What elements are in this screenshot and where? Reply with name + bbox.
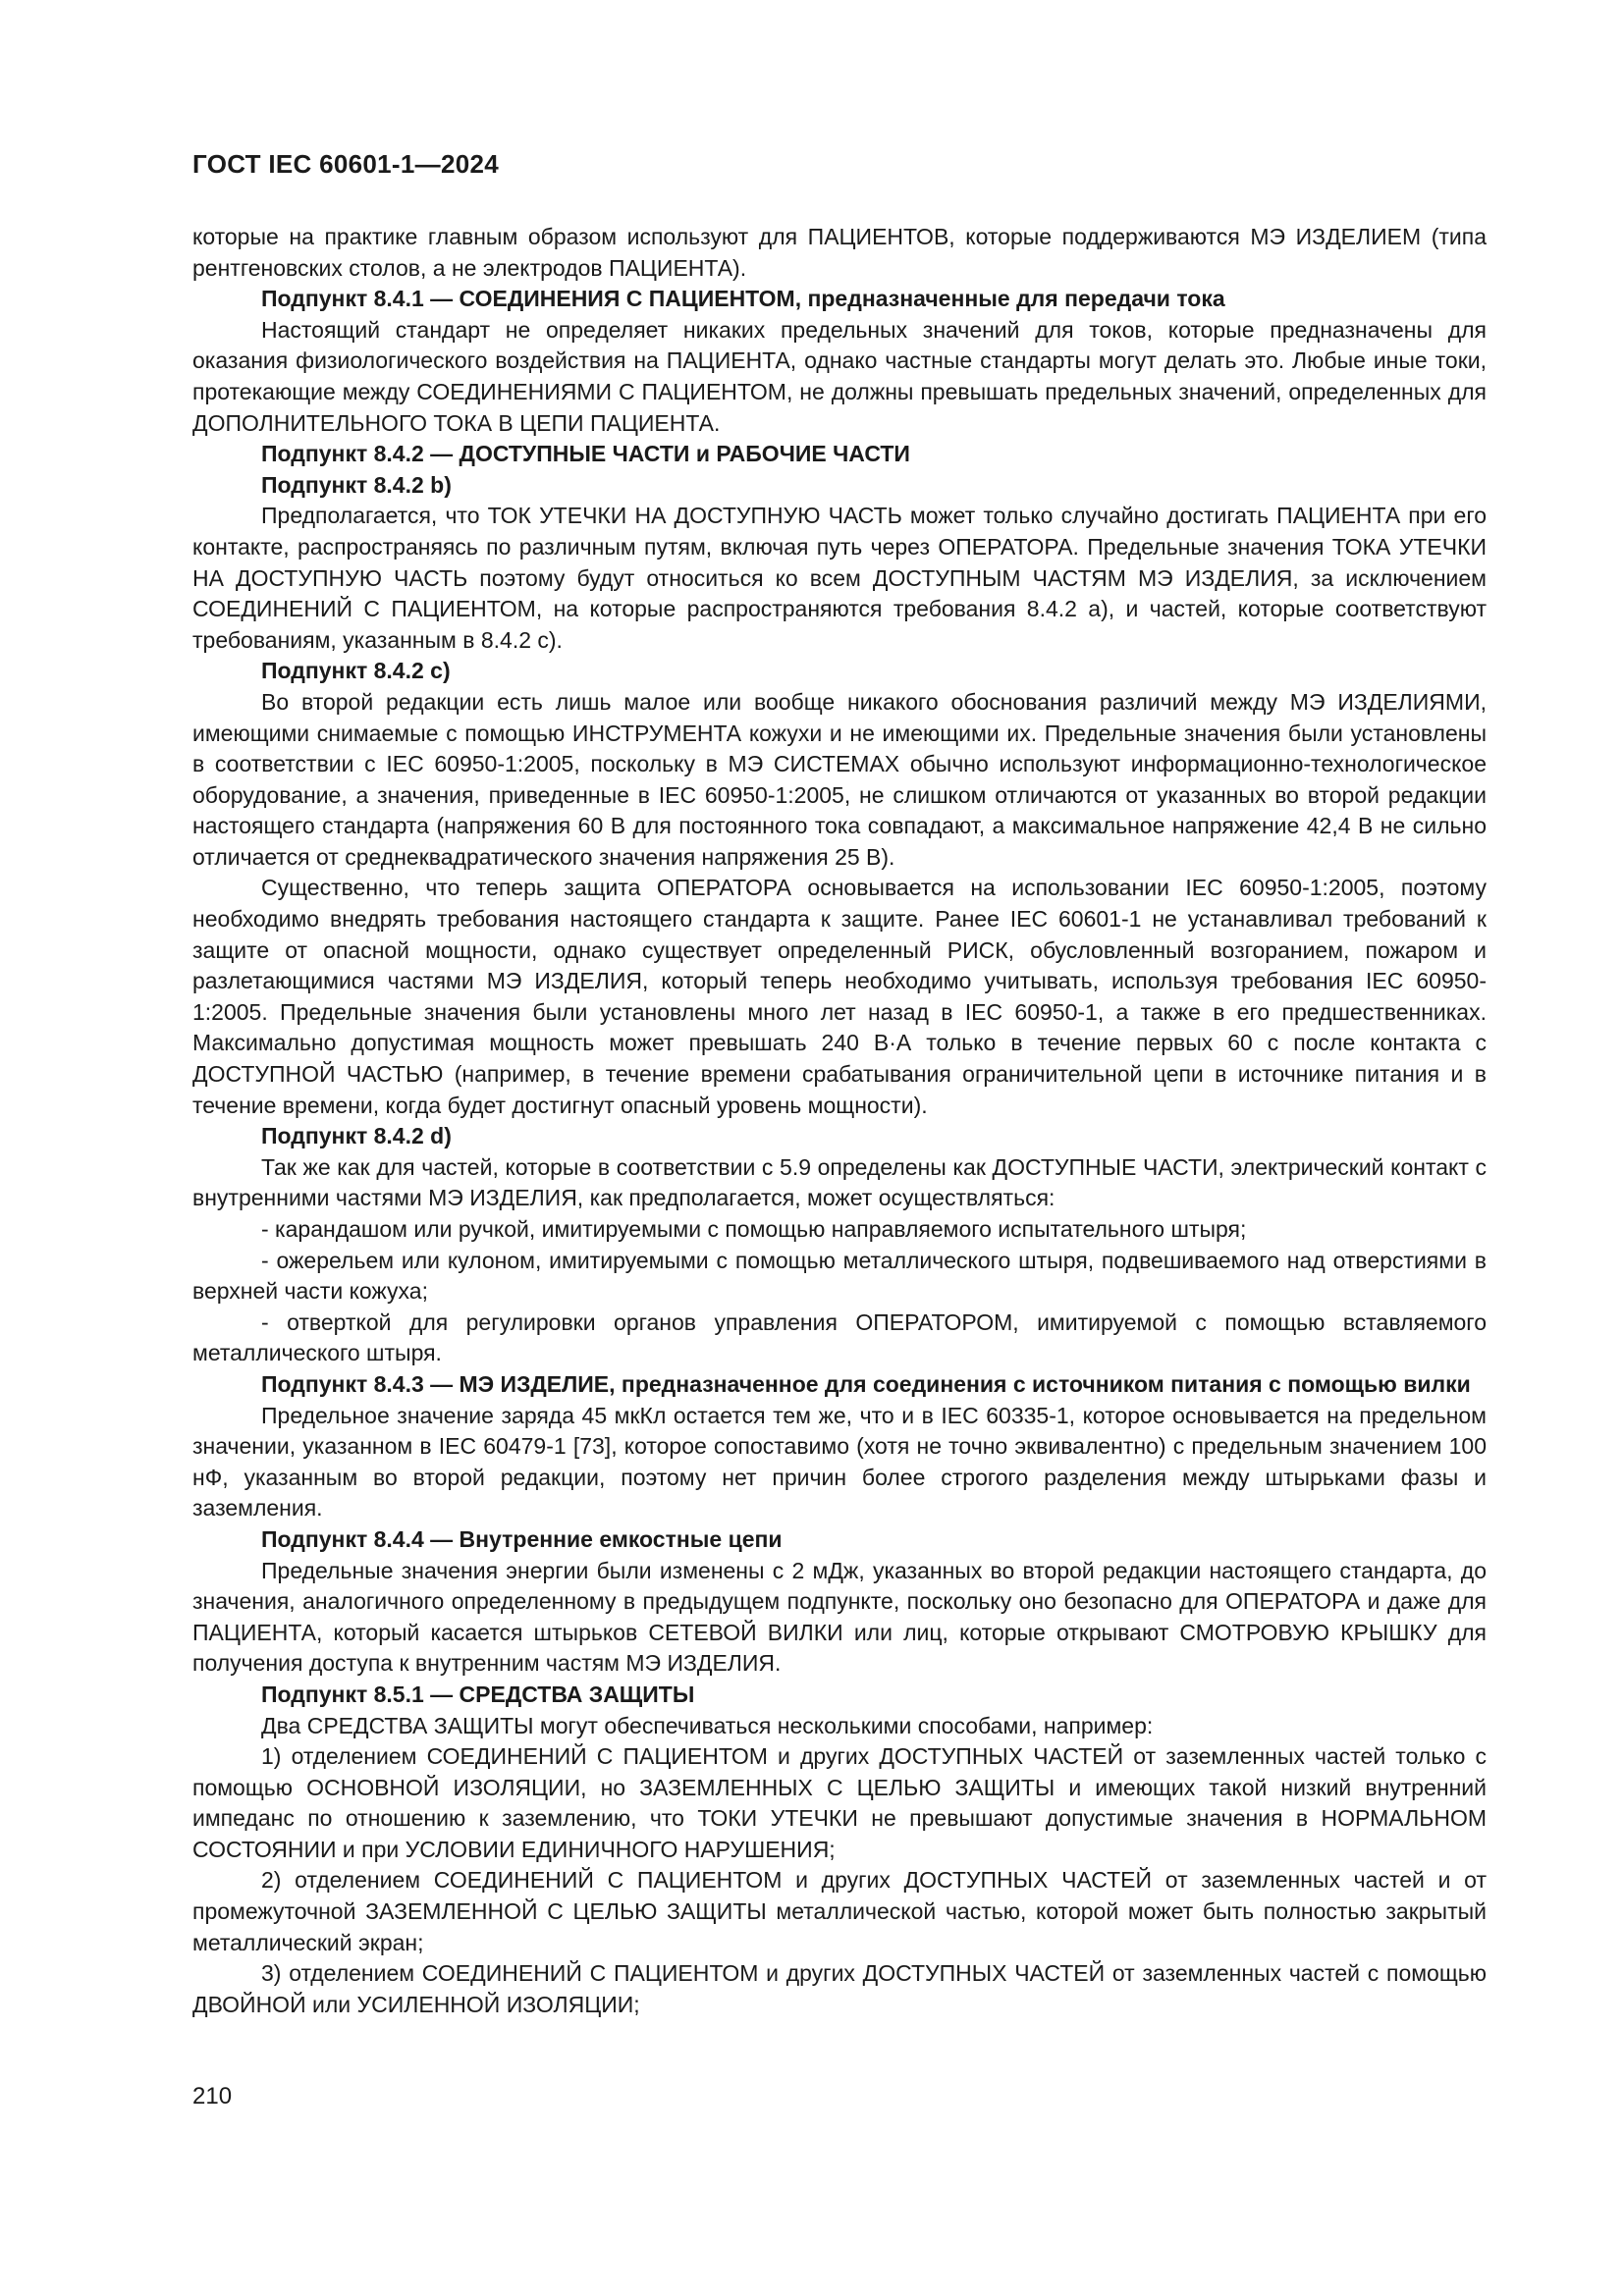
section-heading: Подпункт 8.4.1 — СОЕДИНЕНИЯ С ПАЦИЕНТОМ, предназначенные для передачи тока	[261, 286, 1225, 312]
list-item: - карандашом или ручкой, имитируемыми с помощью направляемого испытательного штыря;	[261, 1216, 1247, 1242]
paragraph: Два СРЕДСТВА ЗАЩИТЫ могут обеспечиваться несколькими способами, например:	[261, 1712, 1154, 1738]
document-code-header: ГОСТ IEC 60601-1—2024	[192, 149, 499, 179]
section-heading: Подпункт 8.4.2 c)	[261, 658, 451, 684]
section-heading: Подпункт 8.5.1 — СРЕДСТВА ЗАЩИТЫ	[261, 1681, 695, 1707]
page-number: 210	[192, 2083, 233, 2109]
paragraph: которые на практике главным образом используют для ПАЦИЕНТОВ, которые поддерживаются МЭ ИЗДЕЛИЕМ (типа рентгеновских столов, а не электродов ПАЦИЕНТА).	[192, 224, 1487, 281]
section-heading: Подпункт 8.4.2 — ДОСТУПНЫЕ ЧАСТИ и РАБОЧИЕ ЧАСТИ	[261, 441, 910, 467]
document-body	[192, 222, 1487, 2020]
paragraph: Так же как для частей, которые в соответствии с 5.9 определены как ДОСТУПНЫЕ ЧАСТИ, электрический контакт с внутренними частями МЭ ИЗДЕЛИЯ, как предполагается, может осуществляться:	[192, 1153, 1487, 1211]
paragraph: Настоящий стандарт не определяет никаких предельных значений для токов, которые предназначены для оказания физиологического воздействия на ПАЦИЕНТА, однако частные стандарты могут делать это. Любые иные токи, протекающие между СОЕДИНЕНИЯМИ С ПАЦИЕНТОМ, не должны превышать предельных значений, определенных для ДОПОЛНИТЕЛЬНОГО ТОКА В ЦЕПИ ПАЦИЕНТА.	[192, 316, 1487, 436]
paragraph: Предельное значение заряда 45 мкКл остается тем же, что и в IEC 60335-1, которое основывается на предельном значении, указанном в IEC 60479-1 [73], которое сопоставимо (хотя не точно эквивалентно) с предельным значением 100 нФ, указанным во второй редакции, поэтому нет причин более строгого разделения между штырьками фазы и заземления.	[192, 1402, 1487, 1522]
paragraph: Во второй редакции есть лишь малое или вообще никакого обоснования различий между МЭ ИЗДЕЛИЯМИ, имеющими снимаемые с помощью ИНСТРУМЕНТА кожухи и не имеющими их. Предельные значения были установлены в соответствии с IEC 60950-1:2005, поскольку в МЭ СИСТЕМАХ обычно используют информационно-технологическое оборудование, а значения, приведенные в IEC 60950-1:2005, не слишком отличаются от указанных во второй редакции настоящего стандарта (напряжения 60 В для постоянного тока совпадают, а максимальное напряжение 42,4 В не сильно отличается от среднеквадратического значения напряжения 25 В).	[192, 688, 1487, 870]
paragraph: Существенно, что теперь защита ОПЕРАТОРА основывается на использовании IEC 60950-1:2005, поэтому необходимо внедрять требования настоящего стандарта к защите. Ранее IEC 60601-1 не устанавливал требований к защите от опасной мощности, однако существует определенный РИСК, обусловленный возгоранием, пожаром и разлетающимися частями МЭ ИЗДЕЛИЯ, который теперь необходимо учитывать, используя требования IEC 60950-1:2005. Предельные значения были установлены много лет назад в IEC 60950-1, а также в его предшественниках. Максимально допустимая мощность может превышать 240 В·А только в течение первых 60 с после контакта с ДОСТУПНОЙ ЧАСТЬЮ (например, в течение времени срабатывания ограничительной цепи в источнике питания и в течение времени, когда будет достигнут опасный уровень мощности).	[192, 875, 1487, 1118]
list-item: 3) отделением СОЕДИНЕНИЙ С ПАЦИЕНТОМ и других ДОСТУПНЫХ ЧАСТЕЙ от заземленных частей с помощью ДВОЙНОЙ или УСИЛЕННОЙ ИЗОЛЯЦИИ;	[192, 1960, 1487, 2017]
section-heading: Подпункт 8.4.4 — Внутренние емкостные цепи	[261, 1525, 783, 1552]
list-item: - отверткой для регулировки органов управления ОПЕРАТОРОМ, имитируемой с помощью вставляемого металлического штыря.	[192, 1308, 1487, 1366]
section-heading: Подпункт 8.4.3 — МЭ ИЗДЕЛИЕ, предназначенное для соединения с источником питания с помощью вилки	[261, 1370, 1471, 1397]
paragraph: Предполагается, что ТОК УТЕЧКИ НА ДОСТУПНУЮ ЧАСТЬ может только случайно достигать ПАЦИЕНТА при его контакте, распространяясь по различным путям, включая путь через ОПЕРАТОРА. Предельные значения ТОКА УТЕЧКИ НА ДОСТУПНУЮ ЧАСТЬ поэтому будут относиться ко всем ДОСТУПНЫМ ЧАСТЯМ МЭ ИЗДЕЛИЯ, за исключением СОЕДИНЕНИЙ С ПАЦИЕНТОМ, на которые распространяются требования 8.4.2 а), и частей, которые соответствуют требованиям, указанным в 8.4.2 с).	[192, 503, 1487, 653]
section-heading: Подпункт 8.4.2 b)	[261, 471, 452, 498]
list-item: 2) отделением СОЕДИНЕНИЙ С ПАЦИЕНТОМ и других ДОСТУПНЫХ ЧАСТЕЙ от заземленных частей и от промежуточной ЗАЗЕМЛЕННОЙ С ЦЕЛЬЮ ЗАЩИТЫ металлической частью, которой может быть полностью закрытый металлический экран;	[192, 1867, 1487, 1955]
list-item: 1) отделением СОЕДИНЕНИЙ С ПАЦИЕНТОМ и других ДОСТУПНЫХ ЧАСТЕЙ от заземленных частей только с помощью ОСНОВНОЙ ИЗОЛЯЦИИ, но ЗАЗЕМЛЕННЫХ С ЦЕЛЬЮ ЗАЩИТЫ и имеющих такой низкий внутренний импеданс по отношению к заземлению, что ТОКИ УТЕЧКИ не превышают допустимые значения в НОРМАЛЬНОМ СОСТОЯНИИ и при УСЛОВИИ ЕДИНИЧНОГО НАРУШЕНИЯ;	[192, 1743, 1487, 1862]
paragraph: Предельные значения энергии были изменены с 2 мДж, указанных во второй редакции настоящего стандарта, до значения, аналогичного определенному в предыдущем подпункте, поскольку оно безопасно для ОПЕРАТОРА и даже для ПАЦИЕНТА, который касается штырьков СЕТЕВОЙ ВИЛКИ или лиц, которые открывают СМОТРОВУЮ КРЫШКУ для получения доступа к внутренним частям МЭ ИЗДЕЛИЯ.	[192, 1557, 1487, 1677]
section-heading: Подпункт 8.4.2 d)	[261, 1123, 452, 1149]
list-item: - ожерельем или кулоном, имитируемыми с помощью металлического штыря, подвешиваемого над отверстиями в верхней части кожуха;	[192, 1247, 1487, 1305]
